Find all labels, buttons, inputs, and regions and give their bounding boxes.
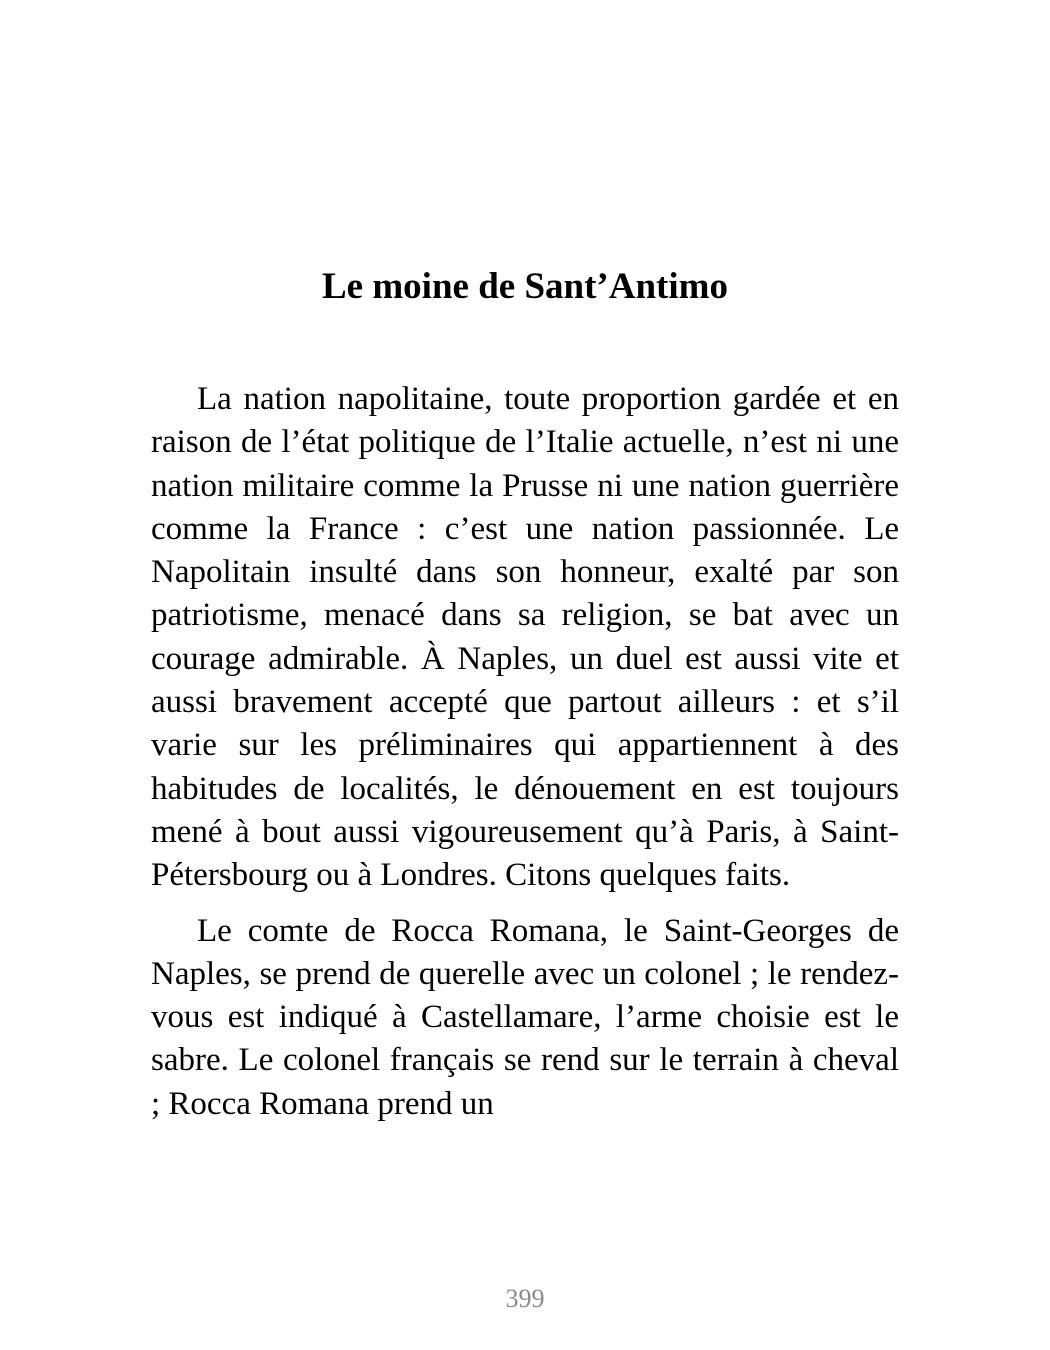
paragraph-2: Le comte de Rocca Romana, le Saint-Georges de Naples, se prend de querelle avec un colonel ; le rendez-vous est indiqué à Castellamare, l’arme choisie est le sabre. Le colonel français se rend sur le terrain à cheval ; Rocca Romana prend un: [151, 912, 899, 1122]
body-text: [151, 378, 899, 1126]
chapter-title: Le moine de Sant’Antimo: [322, 266, 728, 307]
page-number: 399: [505, 1284, 545, 1313]
paragraph-1: La nation napolitaine, toute proportion gardée et en raison de l’état politique de l’Italie actuelle, n’est ni une nation militaire comme la Prusse ni une nation guerrière comme la France : c’est une nation passionnée. Le Napolitain insulté dans son honneur, exalté par son patriotisme, menacé dans sa religion, se bat avec un courage admirable. À Naples, un duel est aussi vite et aussi bravement accepté que partout ailleurs : et s’il varie sur les préliminaires qui appartiennent à des habitudes de localités, le dénouement en est toujours mené à bout aussi vigoureusement qu’à Paris, à Saint-Pétersbourg ou à Londres. Citons quelques faits.: [151, 381, 899, 894]
